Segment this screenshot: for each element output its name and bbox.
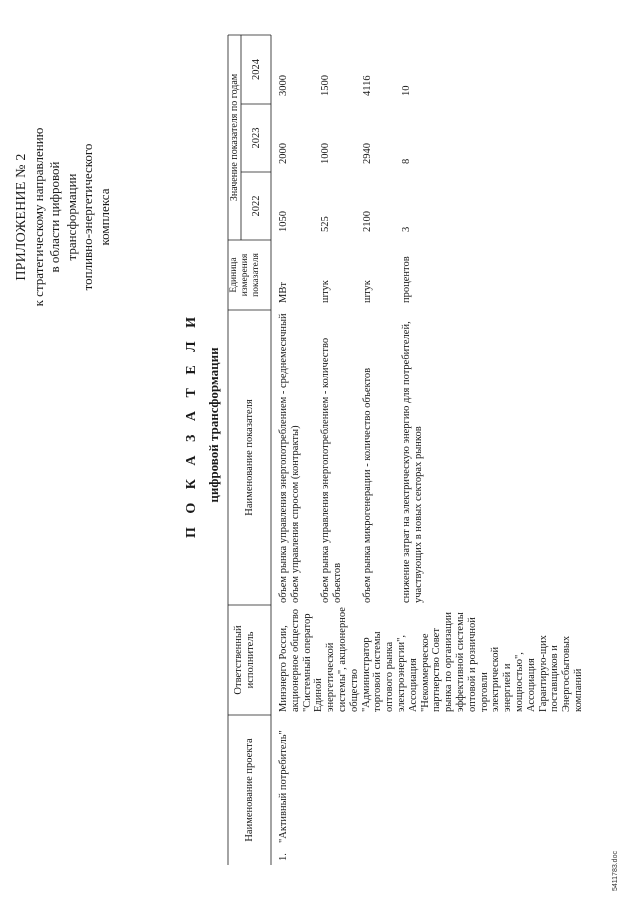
column-header-executor: Ответственный исполнитель — [233, 625, 256, 695]
value-2022: 1050 — [278, 211, 289, 232]
indicator-unit: штук — [320, 280, 331, 303]
value-2024: 4116 — [362, 75, 373, 96]
value-2022: 525 — [320, 216, 331, 232]
value-2022: 2100 — [362, 211, 373, 232]
column-header-project: Наименование проекта — [244, 738, 255, 842]
column-header-unit: Единица измерения показателя — [229, 253, 261, 297]
column-header-year-2022: 2022 — [251, 195, 262, 217]
document-id: 5411783.doc — [612, 851, 619, 891]
indicator-name: объем рынка микрогенерации - количество объектов — [362, 367, 373, 603]
value-2023: 2940 — [362, 143, 373, 164]
appendix-subtitle-2: в области цифровой трансформации — [47, 161, 79, 273]
value-2023: 2000 — [278, 143, 289, 164]
appendix-subtitle-3: топливно-энергетического комплекса — [80, 143, 112, 291]
title-line-1: П О К А З А Т Е Л И — [184, 311, 199, 539]
value-2024: 1500 — [320, 75, 331, 96]
responsible-executor: Минэнерго России, акционерное общество "Системный оператор Единой энергетической системы", акционерное общество "Администратор торговой системы оптового рынка электроэнергии", Ассоциация "Некоммерческое партнерство Совет рынка по организации эффективной системы оптовой и розничной торговли электрической энергией и мощностью", Ассоциация Гарантирую-щих поставщиков и Энергосбытовых компаний — [278, 607, 584, 712]
project-name: "Активный потребитель" — [278, 730, 289, 843]
value-2024: 3000 — [278, 75, 289, 96]
indicator-unit: МВт — [278, 282, 289, 303]
indicator-unit: штук — [362, 280, 373, 303]
value-2022: 3 — [401, 226, 412, 232]
column-header-indicator: Наименование показателя — [244, 399, 255, 516]
indicator-name: объем рынка управления энергопотреблением - среднемесячный объем управления спросом (контракты) — [278, 313, 301, 603]
column-header-year-2023: 2023 — [251, 127, 262, 149]
indicator-name: снижение затрат на электрическую энергию для потребителей, участвующих в новых секторах рынков — [401, 321, 424, 603]
column-header-year-2024: 2024 — [251, 59, 262, 80]
appendix-subtitle-1: к стратегическому направлению — [30, 127, 46, 307]
row-number: 1. — [278, 853, 289, 861]
value-2023: 1000 — [320, 143, 331, 164]
appendix-number: ПРИЛОЖЕНИЕ № 2 — [14, 153, 29, 281]
value-2024: 10 — [401, 85, 412, 96]
column-header-values-by-year: Значение показателя по годам — [229, 73, 240, 202]
title-line-2: цифровой трансформации — [206, 347, 221, 503]
value-2023: 8 — [401, 158, 412, 164]
indicator-unit: процентов — [401, 256, 412, 303]
indicator-name: объем рынка управления энергопотреблением - количество объектов — [320, 337, 343, 603]
